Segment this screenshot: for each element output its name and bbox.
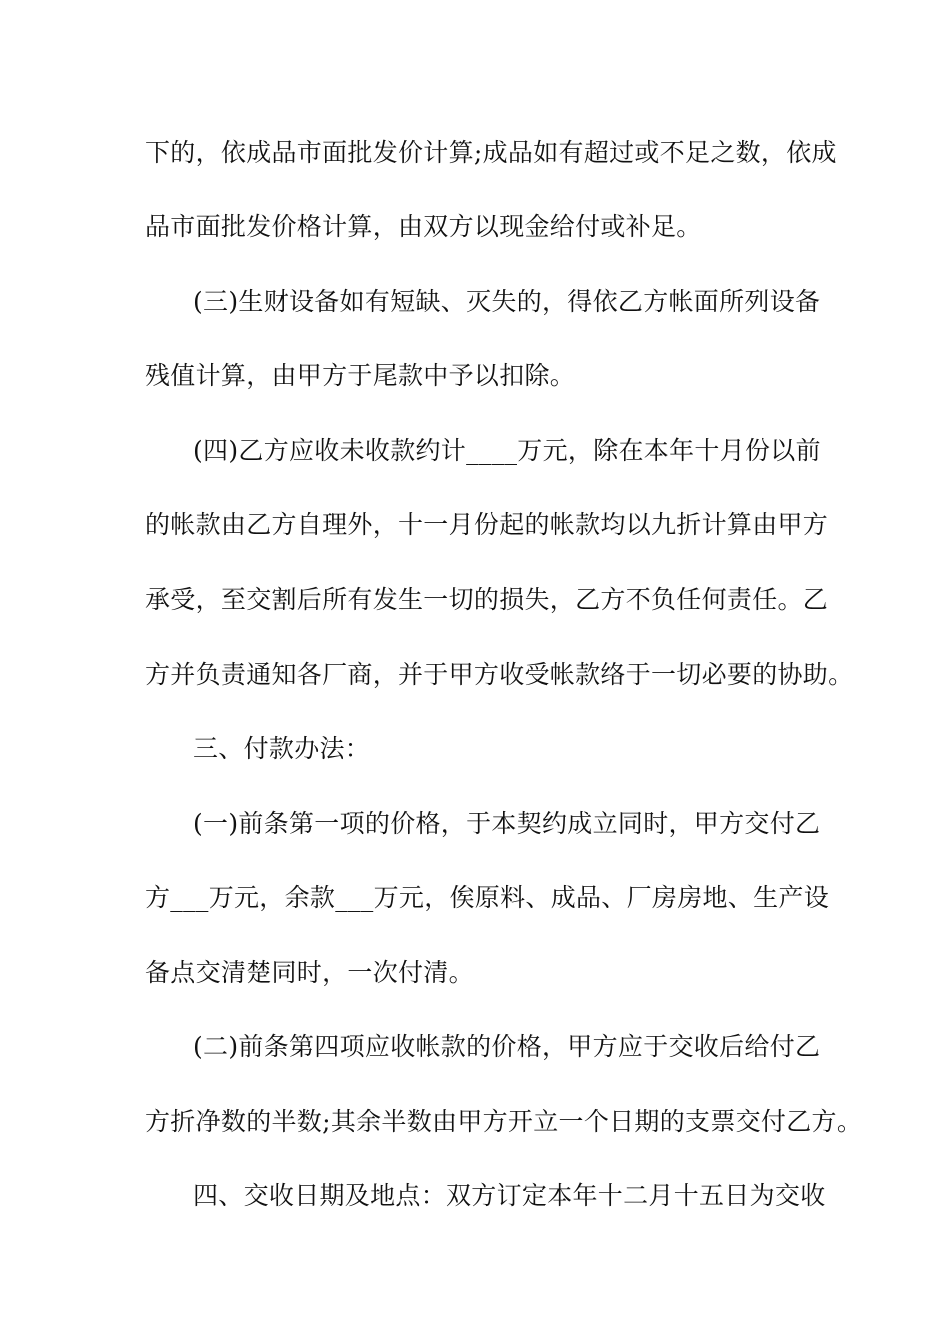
paragraph-start-line: (三)生财设备如有短缺、灭失的，得依乙方帐面所列设备 bbox=[193, 287, 821, 316]
text-line: 的帐款由乙方自理外，十一月份起的帐款均以九折计算由甲方 bbox=[145, 510, 829, 539]
text-line: 方___万元，余款___万元，俟原料、成品、厂房房地、生产设 bbox=[145, 883, 830, 912]
text-line: 品市面批发价格计算，由双方以现金给付或补足。 bbox=[145, 212, 702, 241]
paragraph-start-line: (一)前条第一项的价格，于本契约成立同时，甲方交付乙 bbox=[193, 809, 821, 838]
text-line: 承受，至交割后所有发生一切的损失，乙方不负任何责任。乙 bbox=[145, 585, 829, 614]
paragraph-start-line: (四)乙方应收未收款约计____万元，除在本年十月份以前 bbox=[193, 436, 821, 465]
section-heading: 三、付款办法： bbox=[193, 734, 371, 763]
text-line: 方并负责通知各厂商，并于甲方收受帐款络于一切必要的协助。 bbox=[145, 660, 854, 689]
text-line: 残值计算，由甲方于尾款中予以扣除。 bbox=[145, 361, 576, 390]
text-line: 下的，依成品市面批发价计算;成品如有超过或不足之数，依成 bbox=[145, 138, 837, 167]
section-heading: 四、交收日期及地点：双方订定本年十二月十五日为交收 bbox=[193, 1181, 826, 1210]
text-line: 方折净数的半数;其余半数由甲方开立一个日期的支票交付乙方。 bbox=[145, 1107, 863, 1136]
text-line: 备点交清楚同时，一次付清。 bbox=[145, 958, 474, 987]
paragraph-start-line: (二)前条第四项应收帐款的价格，甲方应于交收后给付乙 bbox=[193, 1032, 821, 1061]
